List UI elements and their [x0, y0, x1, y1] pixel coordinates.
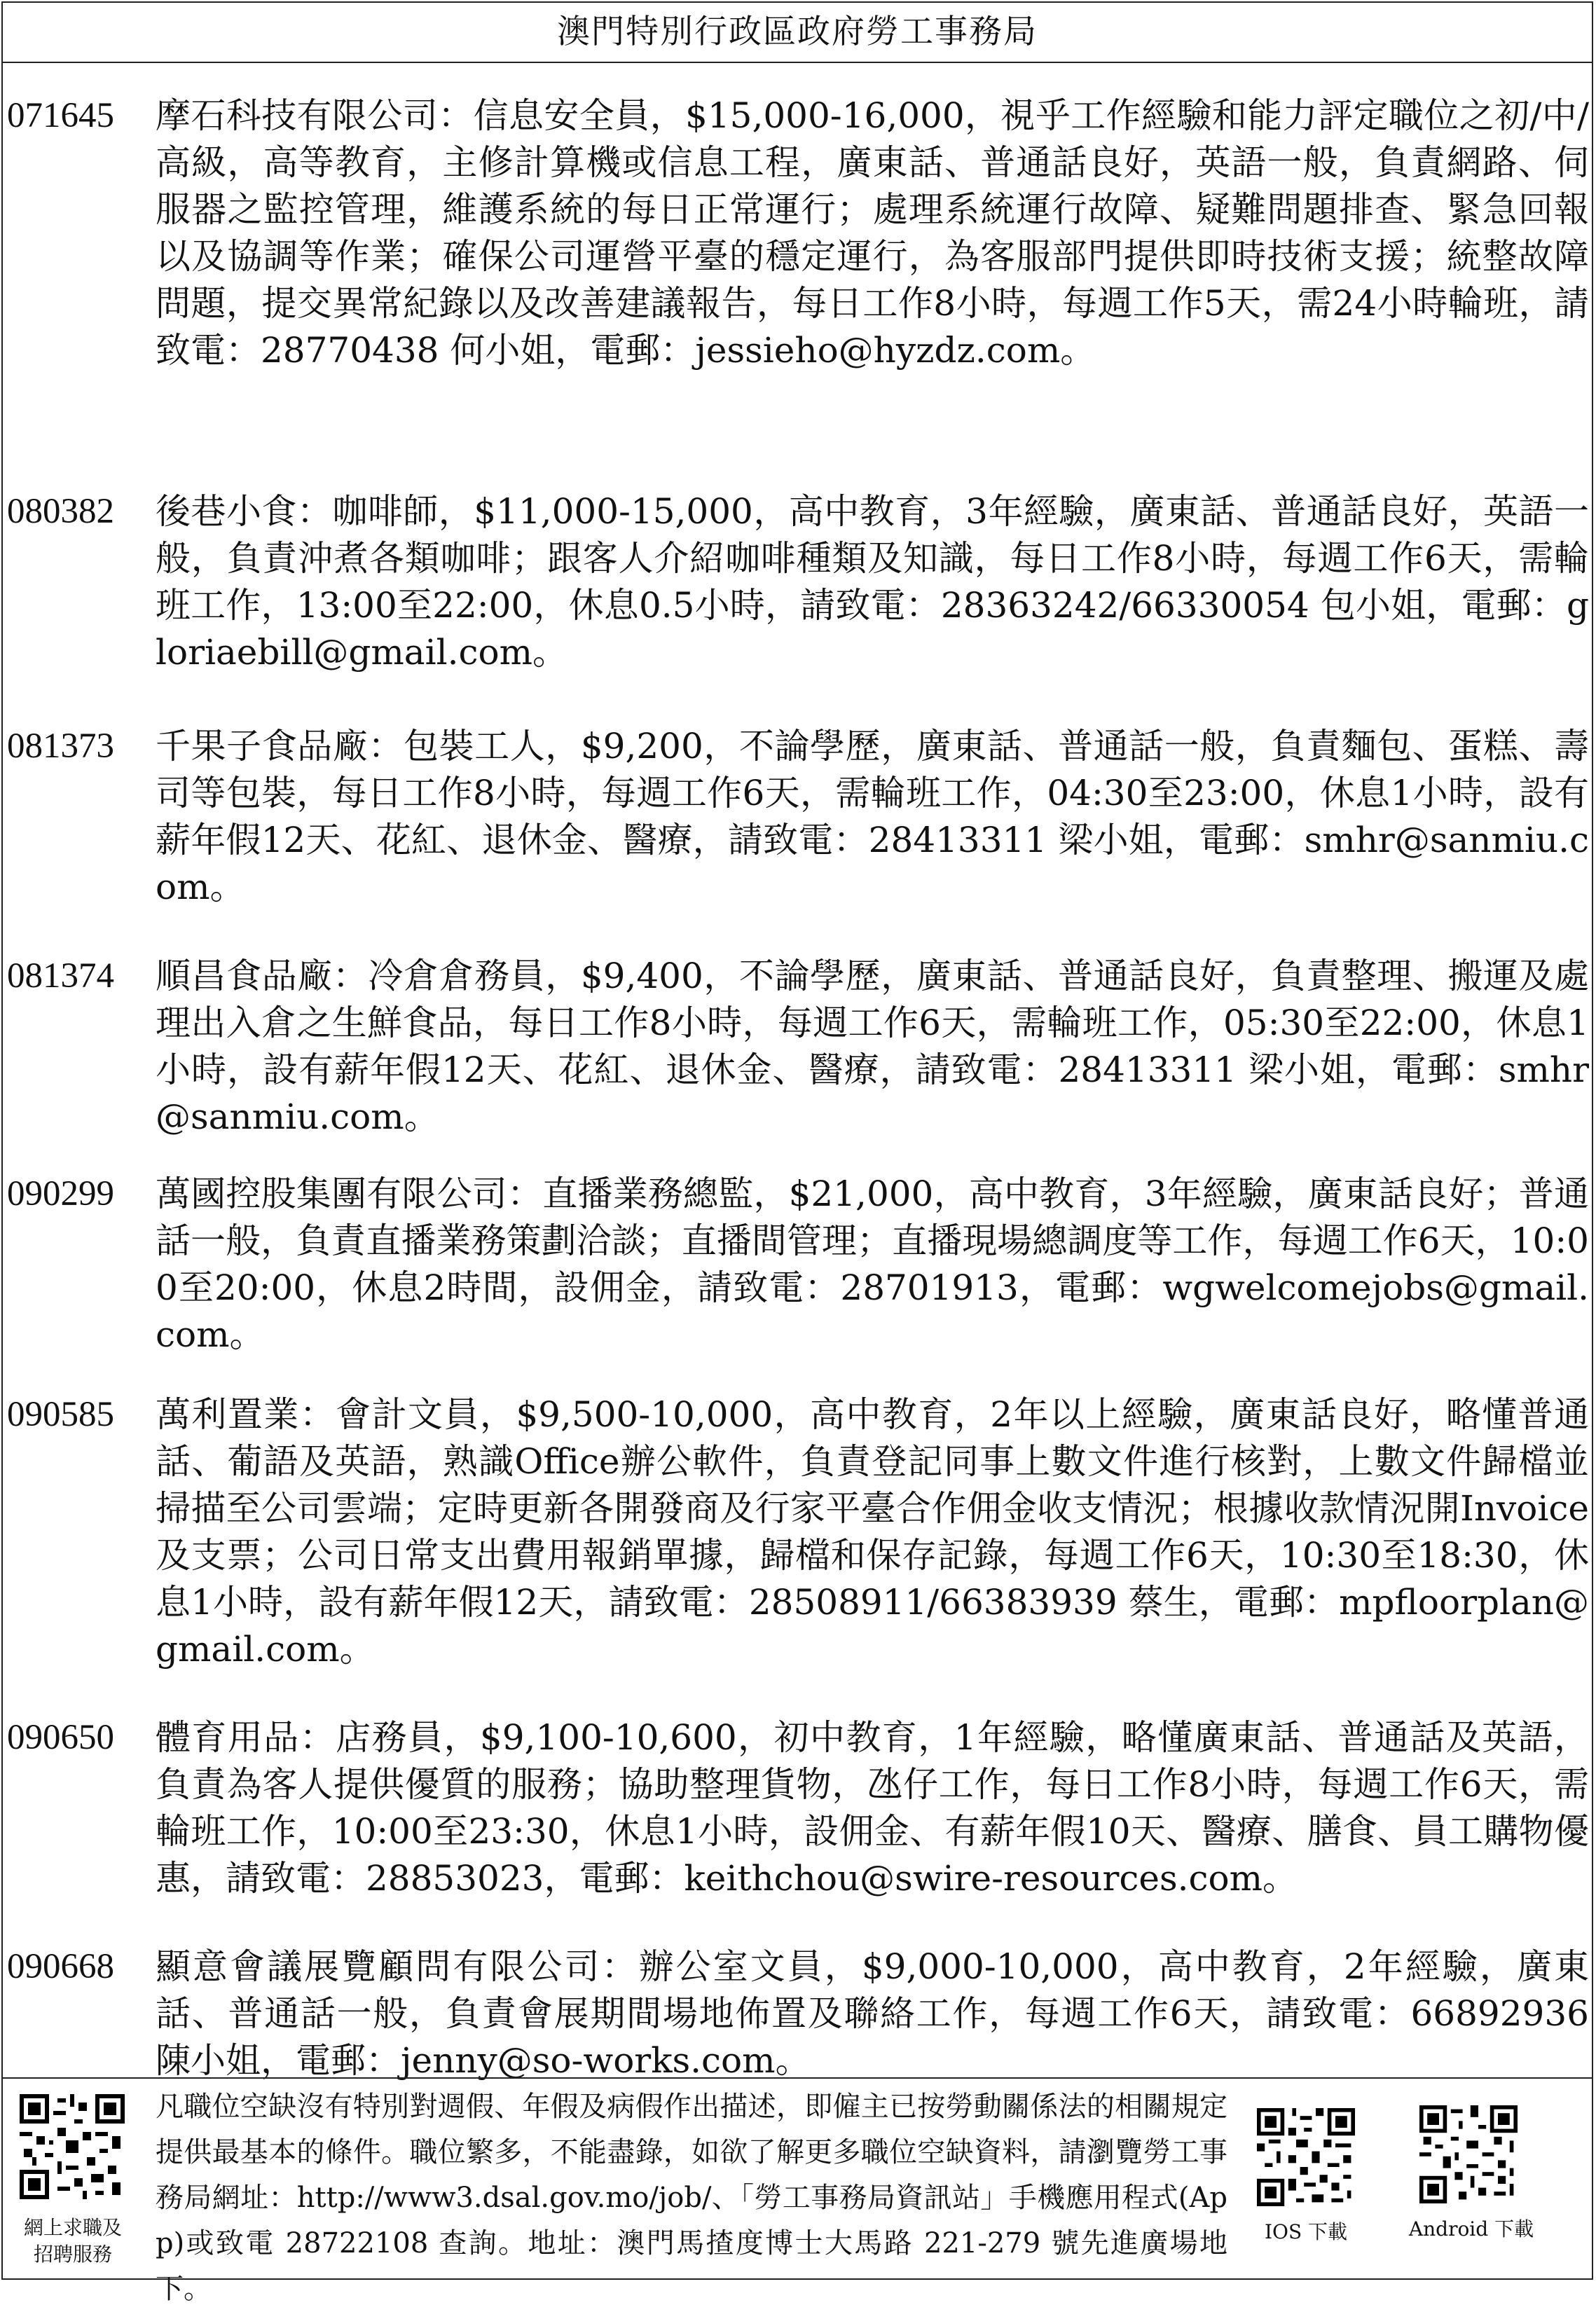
- job-description: 萬利置業：會計文員，$9,500-10,000，高中教育，2年以上經驗，廣東話良好，略懂普通話、葡語及英語，熟識Office辦公軟件，負責登記同事上數文件進行核對，上數文件歸檔並掃描至公司雲端；定時更新各開發商及行家平臺合作佣金收支情況；根據收款情況開Invoice及支票；公司日常支出費用報銷單據，歸檔和保存記錄，每週工作6天，10:30至18:30，休息1小時，設有薪年假12天，請致電：28508911/66383939 蔡生，電郵：mpfloorplan@gmail.com。: [156, 1394, 1589, 1670]
- job-list: [3, 63, 1592, 2079]
- job-id: 090650: [7, 1718, 114, 1757]
- job-description: 萬國控股集團有限公司：直播業務總監，$21,000，高中教育，3年經驗，廣東話良好；普通話一般，負責直播業務策劃洽談；直播間管理；直播現場總調度等工作，每週工作6天，10:00至20:00，休息2時間，設佣金，請致電：28701913，電郵：wgwelcomejobs@gmail.com。: [156, 1174, 1589, 1355]
- job-id: 071645: [7, 96, 114, 135]
- qr-caption-line: 招聘服務: [33, 2243, 112, 2266]
- ios-qr-code-icon[interactable]: [1257, 2108, 1355, 2206]
- qr-caption-line: 網上求職及: [23, 2216, 122, 2239]
- job-description: 順昌食品廠：冷倉倉務員，$9,400，不論學歷，廣東話、普通話良好，負責整理、搬運及處理出入倉之生鮮食品，每日工作8小時，每週工作6天，需輪班工作，05:30至22:00，休息1小時，設有薪年假12天、花紅、退休金、醫療，請致電：28413311 梁小姐，電郵：smhr@sanmiu.com。: [156, 956, 1589, 1137]
- footer-notice: 凡職位空缺沒有特別對週假、年假及病假作出描述，即僱主已按勞動關係法的相關規定提供最基本的條件。職位繁多，不能盡錄，如欲了解更多職位空缺資料，請瀏覽勞工事務局網址：http://www3.dsal.gov.mo/job/、「勞工事務局資訊站」手機應用程式(App)或致電 28722108 查詢。地址：澳門馬揸度博士大馬路 221-279 號先進廣場地下。: [156, 2091, 1227, 2305]
- job-description: 摩石科技有限公司：信息安全員，$15,000-16,000，視乎工作經驗和能力評定職位之初/中/高級，高等教育，主修計算機或信息工程，廣東話、普通話良好，英語一般，負責網路、伺服器之監控管理，維護系統的每日正常運行；處理系統運行故障、疑難問題排查、緊急回報以及協調等作業；確保公司運營平臺的穩定運行，為客服部門提供即時技術支援；統整故障問題，提交異常紀錄以及改善建議報告，每日工作8小時，每週工作5天，需24小時輪班，請致電：28770438 何小姐，電郵：jessieho@hyzdz.com。: [156, 95, 1589, 371]
- job-id: 081374: [7, 956, 114, 996]
- job-notice-sheet: [1, 1, 1593, 2305]
- job-id: 080382: [7, 492, 114, 531]
- job-id: 090299: [7, 1174, 114, 1213]
- job-description: 體育用品：店務員，$9,100-10,600，初中教育，1年經驗，略懂廣東話、普通話及英語，負責為客人提供優質的服務；協助整理貨物，氹仔工作，每日工作8小時，每週工作6天，需輪班工作，10:00至23:30，休息1小時，設佣金、有薪年假10天、醫療、膳食、員工購物優惠，請致電：28853023，電郵：keithchou@swire-resources.com。: [156, 1717, 1589, 1899]
- job-id: 090668: [7, 1947, 114, 1986]
- qr-code-icon[interactable]: [20, 2094, 125, 2199]
- job-description: 後巷小食：咖啡師，$11,000-15,000，高中教育，3年經驗，廣東話、普通話良好，英語一般，負責沖煮各類咖啡；跟客人介紹咖啡種類及知識，每日工作8小時，每週工作6天，需輪班工作，13:00至22:00，休息0.5小時，請致電：28363242/66330054 包小姐，電郵：gloriaebill@gmail.com。: [156, 491, 1589, 673]
- job-description: 顯意會議展覽顧問有限公司：辦公室文員，$9,000-10,000，高中教育，2年經驗，廣東話、普通話一般，負責會展期間場地佈置及聯絡工作，每週工作6天，請致電：66892936 陳小姐，電郵：jenny@so-works.com。: [156, 1946, 1589, 2081]
- job-id: 081373: [7, 727, 114, 766]
- ios-download-label: IOS 下載: [1264, 2220, 1348, 2243]
- job-id: 090585: [7, 1395, 114, 1434]
- android-qr-code-icon[interactable]: [1419, 2105, 1518, 2203]
- page-title: 澳門特別行政區政府勞工事務局: [3, 3, 1592, 63]
- job-description: 千果子食品廠：包裝工人，$9,200，不論學歷，廣東話、普通話一般，負責麵包、蛋糕、壽司等包裝，每日工作8小時，每週工作6天，需輪班工作，04:30至23:00，休息1小時，設有薪年假12天、花紅、退休金、醫療，請致電：28413311 梁小姐，電郵：smhr@sanmiu.com。: [156, 726, 1589, 907]
- footer: [3, 2077, 1592, 2305]
- android-download-label: Android 下載: [1408, 2217, 1534, 2241]
- qr-caption: [11, 2215, 135, 2268]
